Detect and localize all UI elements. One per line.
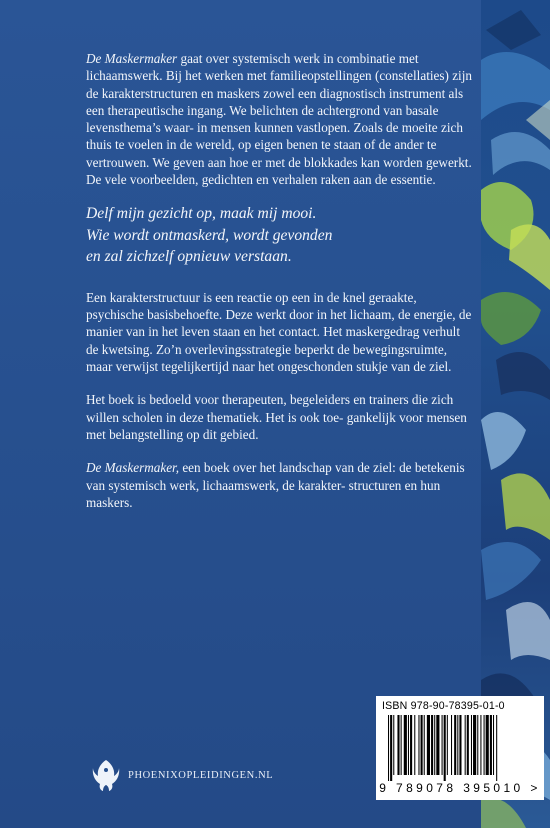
publisher-name: PHOENIXOPLEIDINGEN.NL (128, 769, 274, 781)
book-title-italic: De Maskermaker (86, 51, 178, 66)
intro-paragraph (86, 50, 472, 188)
barcode-bar (414, 715, 415, 775)
barcode-bar (434, 715, 435, 775)
barcode-bar (484, 715, 485, 775)
poem-quote (86, 203, 472, 268)
barcode-bar (418, 715, 419, 775)
barcode-bar (493, 715, 494, 775)
paragraph-karakterstructuur: Een karakterstructuur is een reactie op een in de knel geraakte, psychische basisbehoefte. Deze werkt door in het lichaam, de energie, de manier van in het leven staan en het contact. Het maskergedrag verhult de kwetsing. Zo’n overlevingsstrategie beperkt de bewegingsruimte, maar verwijst tegelijkertijd naar het ongeschonden stukje van de ziel. (86, 289, 472, 375)
barcode-bar (436, 715, 439, 775)
barcode-image (382, 715, 538, 781)
barcode-bar (424, 715, 425, 775)
barcode-bar (496, 715, 497, 781)
barcode-bar (457, 715, 458, 775)
barcode-bar (465, 715, 466, 775)
intro-text: gaat over systemisch werk in combinatie met lichaamswerk. Bij het werken met familieopstellingen (constellaties) zijn de karakterstructuren en maskers zowel een diagnostisch instrument als een therapeutische ingang. We belichten de achtergrond van basale levensthema’s waar- in mensen kunnen vastlopen. Zoals de moeite zich thuis te voelen in de wereld, op eigen benen te staan of de ander te vertrouwen. We geven aan hoe er met de blokkades kan worden gewerkt. De vele voorbeelden, gedichten en verhalen raken aan de essentie. (86, 51, 472, 188)
barcode-bar (408, 715, 409, 775)
barcode-bar (421, 715, 423, 775)
barcode-bar (447, 715, 448, 775)
book-title-italic: De Maskermaker, (86, 460, 180, 476)
barcode-bar (444, 715, 446, 781)
barcode-bar (410, 715, 412, 775)
barcode-bar (454, 715, 456, 775)
barcode-bar (431, 715, 433, 775)
closing-text: een boek over het landschap van de ziel: de betekenis van systemisch werk, lichaamswerk, de karakter- structuren en hun maskers. (86, 460, 465, 510)
barcode-bar (427, 715, 430, 775)
barcode-bar (401, 715, 402, 775)
barcode-bar (451, 715, 452, 775)
barcode-bar (459, 715, 461, 775)
barcode-bar (471, 715, 472, 775)
barcode-bar (490, 715, 492, 775)
barcode-digits: 9 789078 395010 > (379, 781, 541, 795)
paragraph-audience: Het boek is bedoeld voor therapeuten, begeleiders en trainers die zich willen scholen in deze thematiek. Het is ook toe- gankelijk voor mensen met belangstelling op dit gebied. (86, 392, 467, 442)
barcode-bar (473, 715, 476, 775)
closing-paragraph (86, 459, 472, 511)
back-cover-text (86, 50, 472, 527)
barcode-bar (480, 715, 481, 775)
barcode-bar (393, 715, 394, 775)
publisher-logo (92, 755, 273, 795)
poem-line: Delf mijn gezicht op, maak mij mooi. (86, 205, 317, 223)
barcode-bar (388, 715, 389, 781)
poem-line: Wie wordt ontmaskerd, wordt gevonden (86, 226, 333, 244)
poem-line: en zal zichzelf opnieuw verstaan. (86, 248, 292, 266)
isbn-barcode-block (376, 696, 544, 800)
barcode-bar (397, 715, 399, 775)
phoenix-bird-icon (92, 758, 120, 792)
barcode-bar (467, 715, 469, 775)
barcode-bar (390, 715, 392, 781)
barcode-bar (404, 715, 407, 775)
barcode-bar (486, 715, 489, 775)
barcode-bar (477, 715, 478, 775)
barcode-bar (442, 715, 443, 775)
isbn-label: ISBN 978-90-78395-01-0 (382, 700, 505, 712)
